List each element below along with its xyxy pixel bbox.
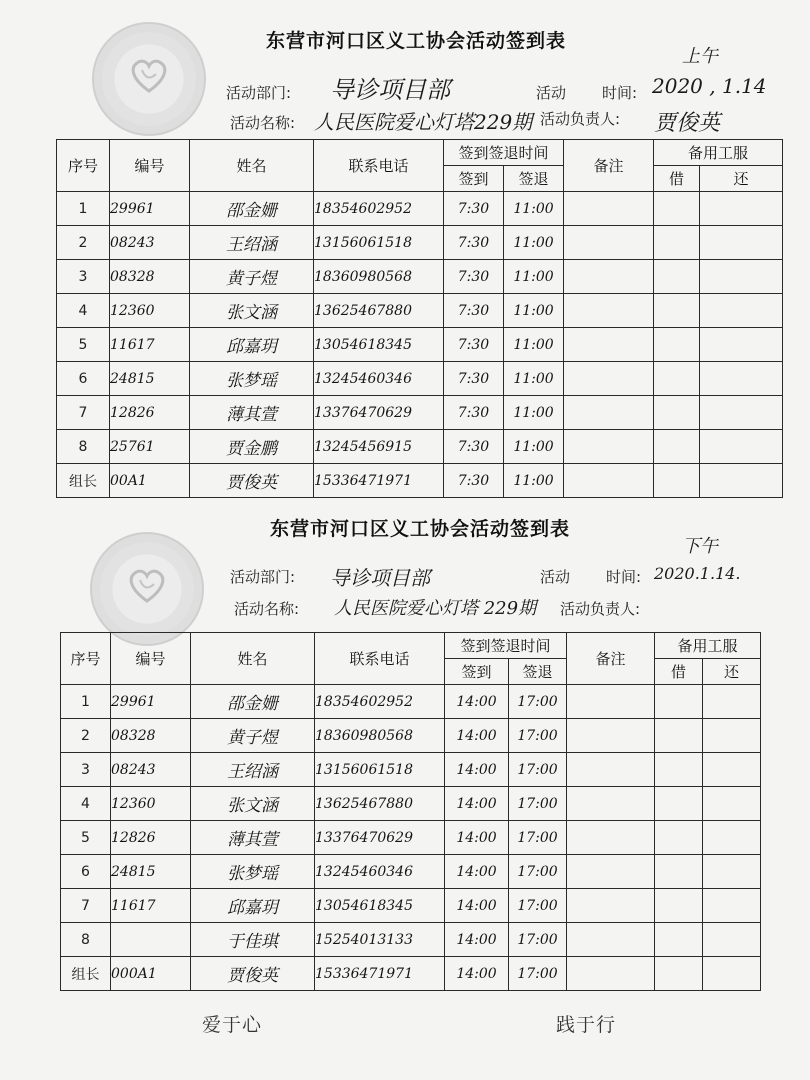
cell-checkin: 7:30 [444,396,504,430]
col-remark: 备注 [567,633,655,685]
cell-checkin: 7:30 [444,430,504,464]
cell-return [700,396,783,430]
cell-remark [564,362,654,396]
table-row [57,430,783,464]
cell-seq: 3 [57,260,110,294]
cell-number [111,923,191,957]
cell-number: 08243 [110,226,190,260]
cell-checkin: 14:00 [445,787,509,821]
cell-remark [567,855,655,889]
cell-checkin: 14:00 [445,923,509,957]
col-checkout: 签退 [504,166,564,192]
cell-phone: 13245460346 [315,855,445,889]
cell-remark [567,957,655,991]
cell-seq: 组长 [57,464,110,498]
table-row [61,821,761,855]
col-return: 还 [700,166,783,192]
col-time-group: 签到签退时间 [445,633,567,659]
sheet-title: 东营市河口区义工协会活动签到表 [270,518,571,540]
cell-remark [567,923,655,957]
cell-borrow [655,923,703,957]
cell-checkout: 17:00 [509,787,567,821]
cell-borrow [654,396,700,430]
cell-phone: 13625467880 [314,294,444,328]
cell-checkout: 17:00 [509,685,567,719]
sheet-title: 东营市河口区义工协会活动签到表 [266,30,567,52]
activity-name-value: 人民医院爱心灯塔229期 [314,110,533,134]
col-borrow: 借 [655,659,703,685]
cell-seq: 1 [61,685,111,719]
cell-phone: 13156061518 [315,753,445,787]
cell-remark [564,294,654,328]
cell-seq: 7 [61,889,111,923]
cell-return [700,362,783,396]
cell-phone: 13054618345 [315,889,445,923]
cell-number: 00A1 [110,464,190,498]
period-note: 下午 [682,536,718,557]
cell-remark [564,328,654,362]
cell-return [703,753,761,787]
cell-name: 薄其萱 [191,821,315,855]
cell-checkin: 7:30 [444,260,504,294]
cell-name: 邱嘉玥 [190,328,314,362]
table-row [61,719,761,753]
col-time-prefix: 签 [458,144,474,162]
cell-seq: 2 [61,719,111,753]
cell-checkin: 14:00 [445,855,509,889]
cell-borrow [655,855,703,889]
cell-name: 贾俊英 [190,464,314,498]
col-name: 姓名 [191,633,315,685]
col-seq: 序号 [57,140,110,192]
dept-label: 活动部门: [226,84,292,102]
col-uniform: 备用工服 [654,140,783,166]
cell-name: 于佳琪 [191,923,315,957]
cell-name: 邱嘉玥 [191,889,315,923]
cell-name: 张梦瑶 [190,362,314,396]
table-row [61,889,761,923]
heart-icon [126,564,168,606]
cell-phone: 13376470629 [315,821,445,855]
cell-phone: 13245456915 [314,430,444,464]
association-seal-logo [92,22,206,136]
cell-seq: 3 [61,753,111,787]
cell-remark [567,719,655,753]
cell-return [700,464,783,498]
cell-return [703,889,761,923]
cell-remark [567,787,655,821]
cell-return [703,821,761,855]
cell-name: 王绍涵 [190,226,314,260]
cell-phone: 18360980568 [314,260,444,294]
table-row [57,464,783,498]
cell-number: 08328 [111,719,191,753]
cell-remark [564,260,654,294]
cell-name: 张梦瑶 [191,855,315,889]
cell-borrow [654,294,700,328]
table-row [57,294,783,328]
cell-seq: 5 [57,328,110,362]
cell-checkin: 7:30 [444,362,504,396]
cell-name: 黄子煜 [190,260,314,294]
col-borrow: 借 [654,166,700,192]
cell-phone: 13054618345 [314,328,444,362]
cell-remark [564,464,654,498]
cell-phone: 13156061518 [314,226,444,260]
table-row [61,855,761,889]
cell-remark [564,226,654,260]
cell-checkout: 11:00 [504,260,564,294]
cell-checkout: 17:00 [509,855,567,889]
cell-name: 王绍涵 [191,753,315,787]
cell-borrow [655,787,703,821]
cell-checkout: 11:00 [504,396,564,430]
cell-checkout: 17:00 [509,889,567,923]
cell-return [700,226,783,260]
cell-checkout: 17:00 [509,957,567,991]
dept-label: 活动部门: [230,568,296,586]
cell-checkin: 14:00 [445,753,509,787]
cell-checkout: 11:00 [504,464,564,498]
cell-name: 邵金姗 [191,685,315,719]
cell-checkout: 17:00 [509,753,567,787]
cell-checkin: 7:30 [444,226,504,260]
cell-return [703,923,761,957]
cell-borrow [654,464,700,498]
time-label-a: 活动 [540,568,571,586]
cell-number: 29961 [110,192,190,226]
col-name: 姓名 [190,140,314,192]
cell-checkin: 7:30 [444,328,504,362]
cell-return [700,260,783,294]
activity-name-value: 人民医院爱心灯塔 229期 [334,598,537,619]
time-label-b: 时间: [602,84,638,102]
cell-phone: 18360980568 [315,719,445,753]
cell-checkout: 11:00 [504,192,564,226]
cell-return [703,957,761,991]
cell-checkout: 11:00 [504,430,564,464]
cell-seq: 7 [57,396,110,430]
table-row [61,685,761,719]
cell-borrow [655,685,703,719]
cell-remark [567,685,655,719]
col-number: 编号 [110,140,190,192]
cell-name: 贾金鹏 [190,430,314,464]
col-uniform: 备用工服 [655,633,761,659]
cell-checkin: 14:00 [445,889,509,923]
col-return: 还 [703,659,761,685]
cell-checkout: 17:00 [509,821,567,855]
col-phone: 联系电话 [315,633,445,685]
col-time-group [444,140,564,166]
activity-name-label: 活动名称: [230,114,296,132]
col-time-rest: 到签退时间 [473,144,549,162]
table-row [57,226,783,260]
cell-name: 邵金姗 [190,192,314,226]
cell-number: 000A1 [111,957,191,991]
cell-name: 贾俊英 [191,957,315,991]
cell-checkin: 7:30 [444,192,504,226]
cell-borrow [654,328,700,362]
cell-checkin: 7:30 [444,464,504,498]
table-row [61,787,761,821]
cell-return [703,685,761,719]
cell-borrow [655,821,703,855]
cell-seq: 6 [57,362,110,396]
cell-return [703,719,761,753]
table-row [61,923,761,957]
col-seq: 序号 [61,633,111,685]
col-checkout: 签退 [509,659,567,685]
cell-checkout: 11:00 [504,362,564,396]
cell-seq: 5 [61,821,111,855]
col-number: 编号 [111,633,191,685]
cell-borrow [654,260,700,294]
footer-slogan-right: 践于行 [556,1014,617,1036]
col-remark: 备注 [564,140,654,192]
cell-remark [567,821,655,855]
cell-number: 12360 [111,787,191,821]
cell-number: 11617 [110,328,190,362]
cell-checkin: 14:00 [445,821,509,855]
cell-checkout: 17:00 [509,923,567,957]
cell-borrow [654,362,700,396]
cell-seq: 8 [61,923,111,957]
cell-number: 24815 [110,362,190,396]
table-row [57,396,783,430]
col-checkin: 签到 [444,166,504,192]
cell-seq: 4 [57,294,110,328]
table-row [57,192,783,226]
cell-phone: 13625467880 [315,787,445,821]
cell-checkout: 11:00 [504,226,564,260]
cell-remark [564,430,654,464]
cell-number: 08243 [111,753,191,787]
cell-remark [564,192,654,226]
leader-label: 活动负责人: [540,110,621,128]
cell-checkin: 7:30 [444,294,504,328]
cell-phone: 13245460346 [314,362,444,396]
cell-phone: 18354602952 [315,685,445,719]
cell-seq: 8 [57,430,110,464]
cell-seq: 4 [61,787,111,821]
cell-number: 11617 [111,889,191,923]
cell-remark [567,889,655,923]
cell-number: 12826 [110,396,190,430]
time-label-b: 时间: [606,568,642,586]
cell-phone: 15336471971 [314,464,444,498]
footer-slogan-left: 爱于心 [202,1014,263,1036]
cell-seq: 1 [57,192,110,226]
cell-return [700,192,783,226]
cell-number: 12360 [110,294,190,328]
period-note: 上午 [682,46,718,67]
cell-number: 25761 [110,430,190,464]
cell-checkin: 14:00 [445,957,509,991]
signin-table [56,139,783,498]
table-row [57,260,783,294]
cell-seq: 2 [57,226,110,260]
cell-phone: 15254013133 [315,923,445,957]
cell-name: 薄其萱 [190,396,314,430]
cell-seq: 6 [61,855,111,889]
cell-borrow [654,192,700,226]
cell-borrow [655,889,703,923]
table-row [57,362,783,396]
cell-return [703,787,761,821]
cell-borrow [655,957,703,991]
cell-checkout: 11:00 [504,294,564,328]
cell-number: 12826 [111,821,191,855]
cell-return [700,430,783,464]
cell-phone: 13376470629 [314,396,444,430]
signin-sheet-morning [0,0,810,510]
cell-phone: 15336471971 [315,957,445,991]
cell-borrow [654,430,700,464]
cell-checkin: 14:00 [445,685,509,719]
cell-borrow [655,753,703,787]
cell-return [700,294,783,328]
cell-checkout: 17:00 [509,719,567,753]
cell-borrow [654,226,700,260]
cell-name: 张文涵 [191,787,315,821]
table-row [57,328,783,362]
col-phone: 联系电话 [314,140,444,192]
cell-number: 24815 [111,855,191,889]
cell-name: 黄子煜 [191,719,315,753]
dept-value: 导诊项目部 [330,566,430,590]
dept-value: 导诊项目部 [330,76,450,104]
col-checkin: 签到 [445,659,509,685]
cell-remark [564,396,654,430]
cell-return [703,855,761,889]
leader-label: 活动负责人: [560,600,641,618]
signin-table [60,632,761,991]
leader-value: 贾俊英 [654,111,721,136]
cell-return [700,328,783,362]
time-value: 2020 , 1.14 [652,74,767,98]
time-label-a: 活动 [536,84,567,102]
table-row [61,957,761,991]
cell-number: 29961 [111,685,191,719]
cell-remark [567,753,655,787]
heart-icon [128,54,170,96]
cell-number: 08328 [110,260,190,294]
time-value: 2020.1.14. [654,564,741,583]
signin-sheet-afternoon [0,510,810,1080]
cell-name: 张文涵 [190,294,314,328]
cell-checkin: 14:00 [445,719,509,753]
cell-borrow [655,719,703,753]
table-row [61,753,761,787]
cell-phone: 18354602952 [314,192,444,226]
cell-checkout: 11:00 [504,328,564,362]
activity-name-label: 活动名称: [234,600,300,618]
cell-seq: 组长 [61,957,111,991]
association-seal-logo [90,532,204,646]
